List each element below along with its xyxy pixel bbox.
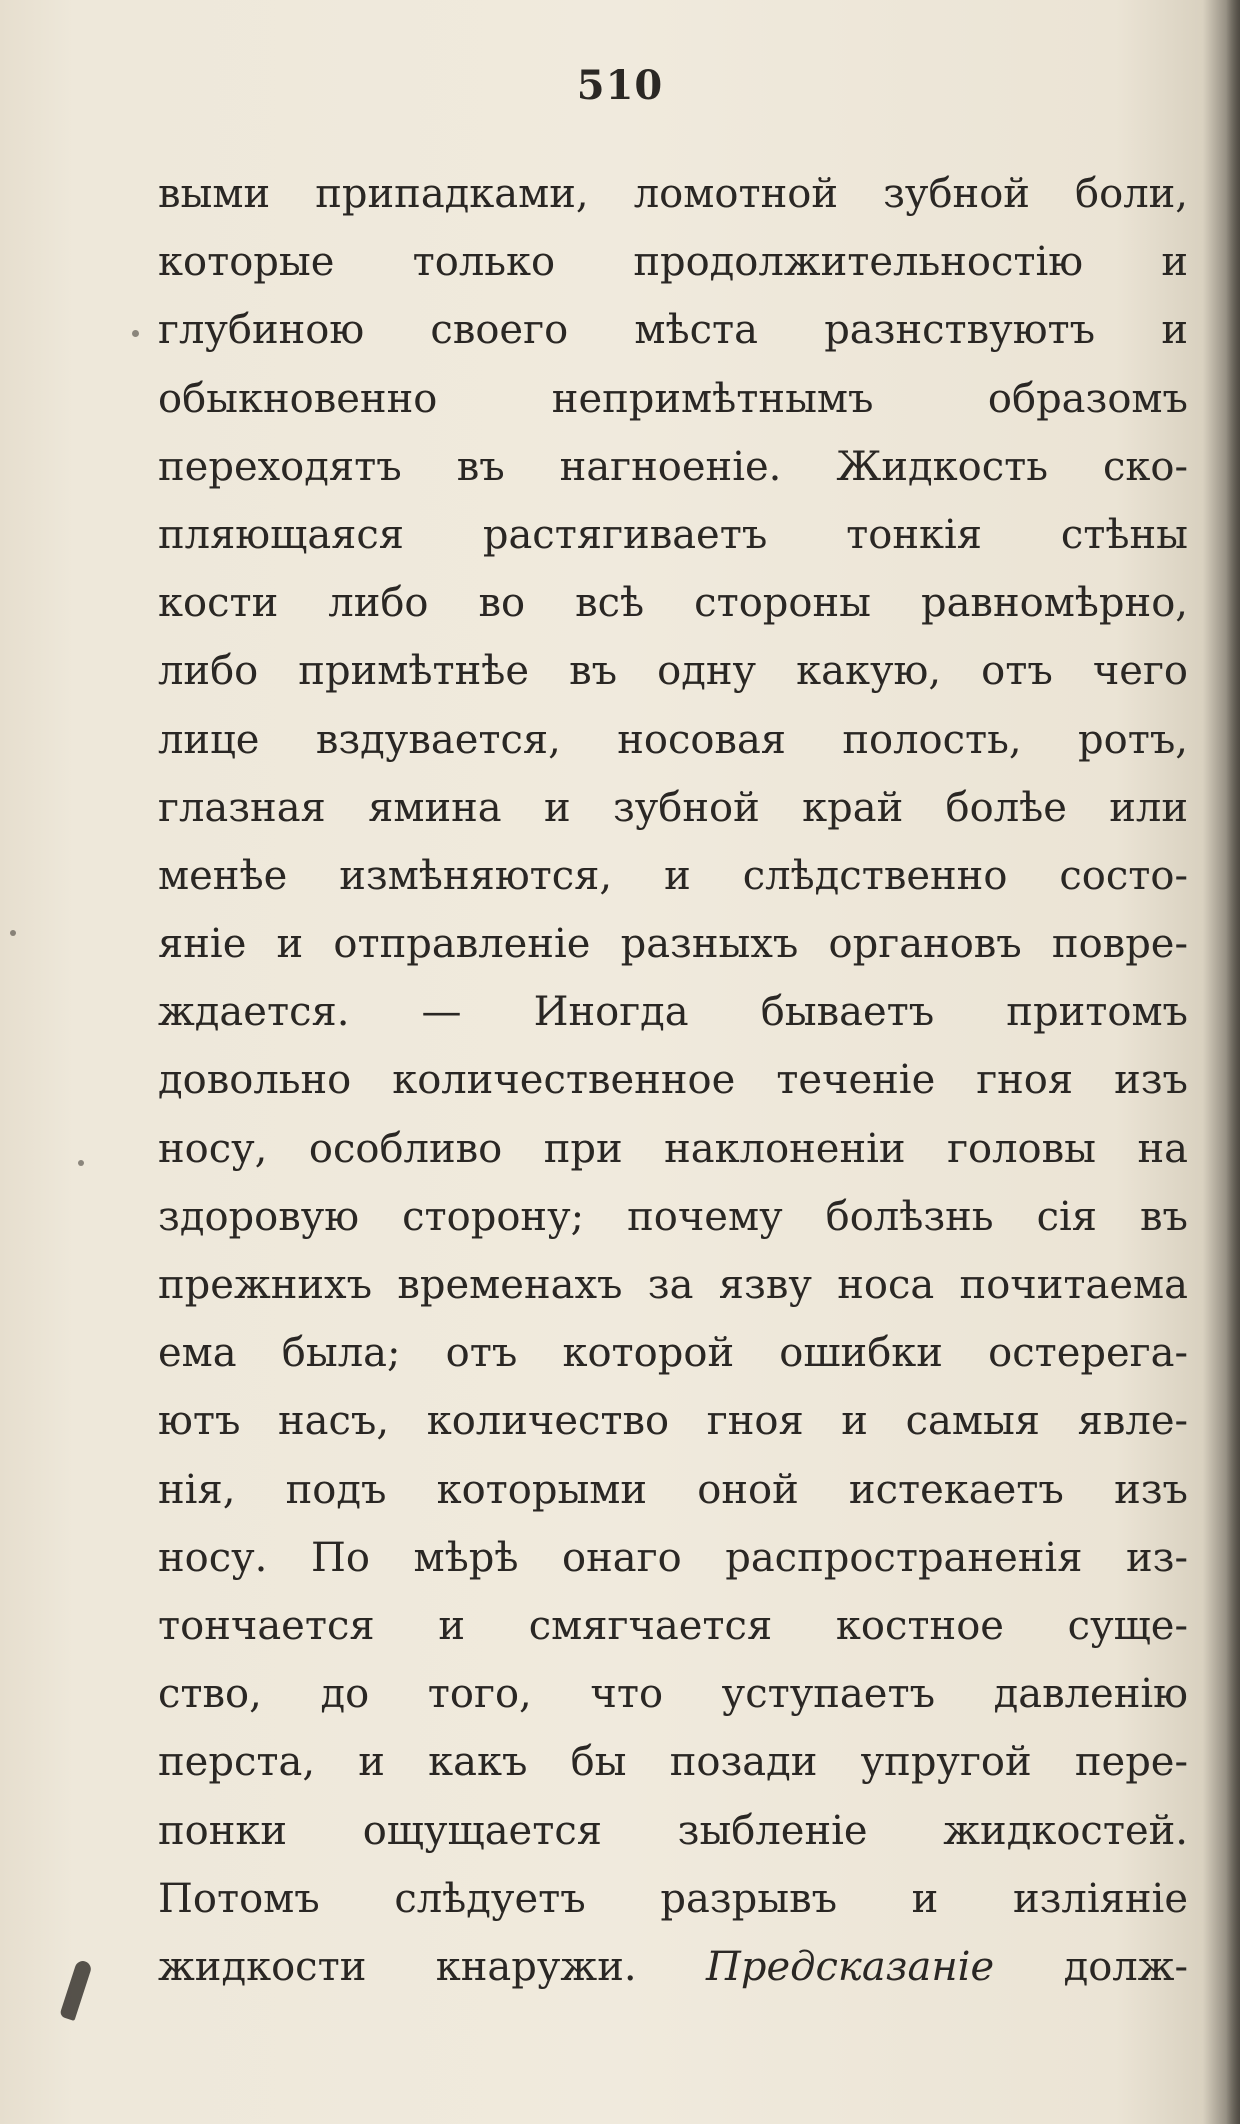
- text-line: яніе и отправленіе разныхъ органовъ повре-: [158, 921, 1188, 968]
- text-line: кости либо во всѣ стороны равномѣрно,: [158, 580, 1188, 627]
- last-line-tail: долж-: [1063, 1943, 1188, 1990]
- page-edge-shadow: [1226, 0, 1240, 2124]
- paper-speck: [78, 1160, 84, 1166]
- body-text: [158, 160, 1188, 2001]
- last-line-text: жидкости кнаружи.: [158, 1943, 637, 1990]
- text-line: довольно количественное теченіе гноя изъ: [158, 1057, 1188, 1104]
- paper-speck: [10, 930, 16, 936]
- page-number: 510: [576, 62, 664, 109]
- text-line: ютъ насъ, количество гноя и самыя явле-: [158, 1398, 1188, 1445]
- text-line: нія, подъ которыми оной истекаетъ изъ: [158, 1466, 1188, 1513]
- text-line: здоровую сторону; почему болѣзнь сія въ: [158, 1193, 1188, 1240]
- text-line: ждается. — Иногда бываетъ притомъ: [158, 989, 1188, 1036]
- text-line: перста, и какъ бы позади упругой пере-: [158, 1739, 1188, 1786]
- text-line: выми припадками, ломотной зубной боли,: [158, 171, 1188, 217]
- text-line: которые только продолжительностію и: [158, 239, 1188, 286]
- text-line: Потомъ слѣдуетъ разрывъ и изліяніе: [158, 1875, 1188, 1922]
- text-line: прежнихъ временахъ за язву носа почитаема: [158, 1262, 1188, 1308]
- text-line: понки ощущается зыбленіе жидкостей.: [158, 1807, 1188, 1854]
- text-line: тончается и смягчается костное суще-: [158, 1602, 1188, 1649]
- text-line: лице вздувается, носовая полость, ротъ,: [158, 716, 1188, 763]
- text-line-last: [158, 1933, 1188, 2001]
- text-line: глубиною своего мѣста разнствуютъ и: [158, 307, 1188, 354]
- paper-speck: [132, 330, 139, 337]
- text-line: глазная ямина и зубной край болѣе или: [158, 784, 1188, 831]
- text-line: пляющаяся растягиваетъ тонкія стѣны: [158, 511, 1188, 558]
- ink-mark: [59, 1959, 93, 2021]
- text-line: носу. По мѣрѣ онаго распространенія из-: [158, 1534, 1188, 1581]
- text-line: обыкновенно непримѣтнымъ образомъ: [158, 375, 1188, 422]
- italic-heading: Предсказаніе: [706, 1943, 995, 1990]
- text-line: ство, до того, что уступаетъ давленію: [158, 1671, 1188, 1718]
- text-line: либо примѣтнѣе въ одну какую, отъ чего: [158, 648, 1188, 695]
- text-line: переходятъ въ нагноеніе. Жидкость ско-: [158, 443, 1188, 490]
- text-line: носу, особливо при наклоненіи головы на: [158, 1125, 1188, 1172]
- text-line: ема была; отъ которой ошибки остерега-: [158, 1330, 1188, 1377]
- text-line: менѣе измѣняются, и слѣдственно состо-: [158, 852, 1188, 899]
